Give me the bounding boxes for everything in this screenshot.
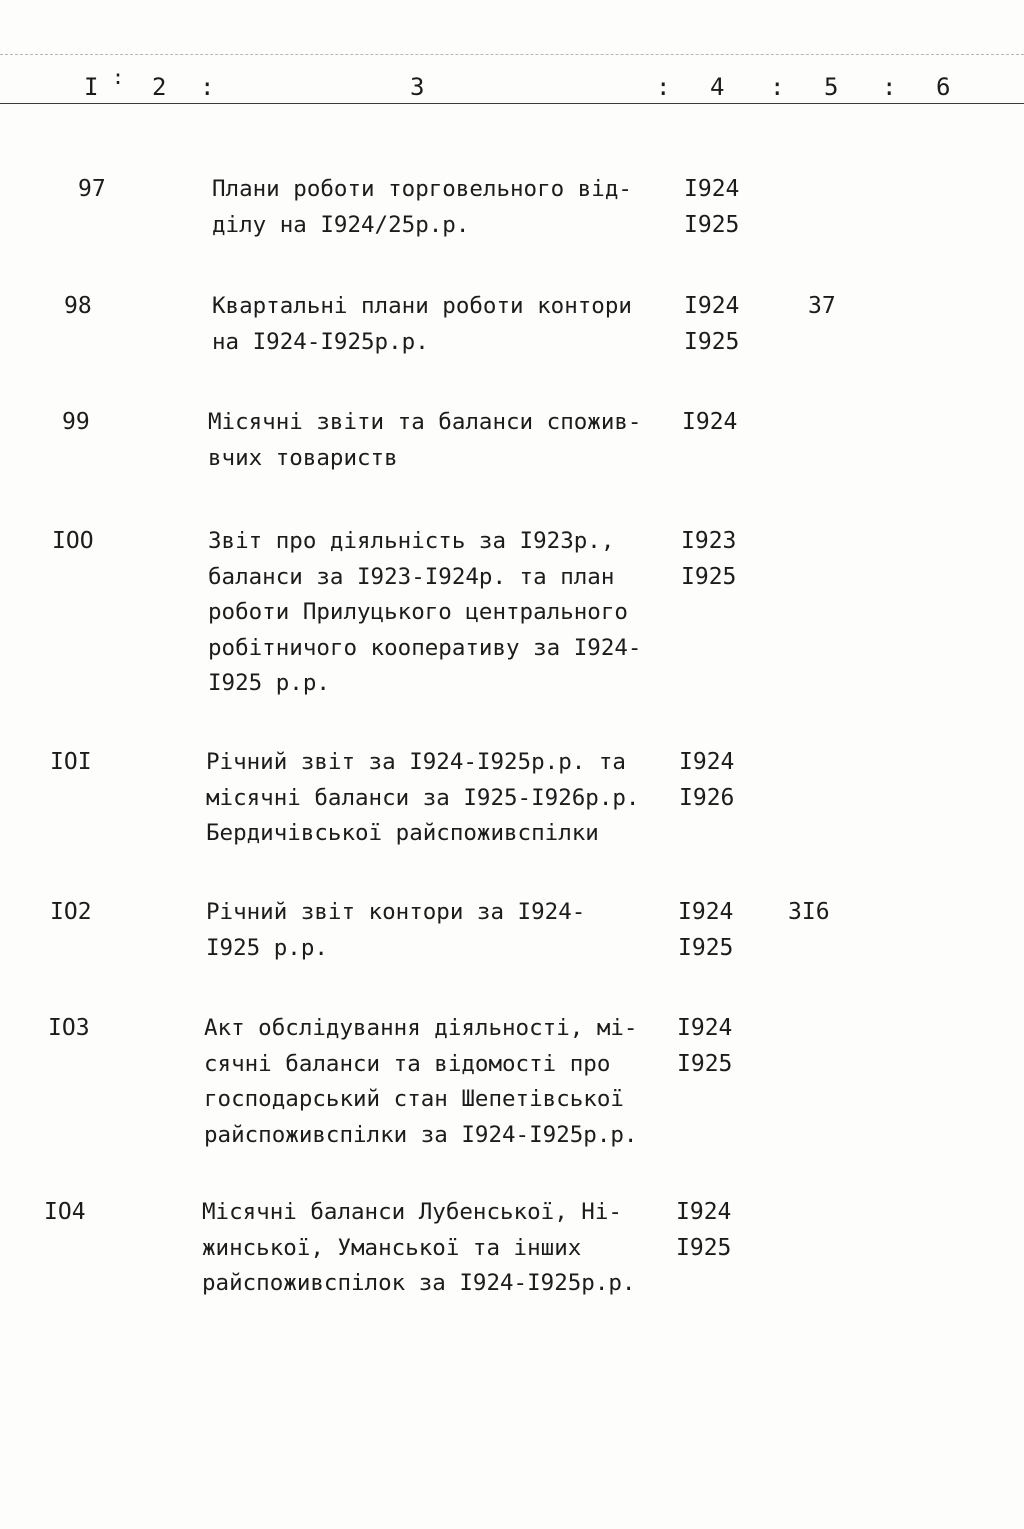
header-col-6: 6 bbox=[936, 73, 951, 101]
year-start: I924 bbox=[684, 176, 740, 202]
description-line: Звіт про діяльність за I923р., bbox=[208, 528, 615, 554]
header-separator: : bbox=[656, 73, 671, 101]
row-number: 98 bbox=[64, 293, 92, 319]
description-line: райспоживспілки за I924-I925р.р. bbox=[204, 1121, 638, 1148]
year-start: I924 bbox=[684, 293, 740, 319]
description-line: роботи Прилуцького центрального bbox=[208, 599, 628, 625]
description-line: Бердичівської райспоживспілки bbox=[206, 820, 599, 846]
row-years bbox=[677, 1011, 732, 1082]
header-col-2: 2 bbox=[152, 73, 167, 101]
year-end: I925 bbox=[684, 211, 740, 238]
description-line: Місячні звіти та баланси спожив- bbox=[208, 409, 642, 435]
description-line: господарський стан Шепетівської bbox=[204, 1086, 624, 1112]
row-col6-value: 3I6 bbox=[788, 899, 830, 925]
row-description bbox=[206, 895, 585, 966]
description-line: Місячні баланси Лубенської, Ні- bbox=[202, 1199, 622, 1225]
year-start: I924 bbox=[678, 899, 734, 925]
description-line: на I924-I925р.р. bbox=[212, 328, 429, 355]
description-line: Річний звіт контори за I924- bbox=[206, 899, 586, 925]
year-end: I925 bbox=[676, 1234, 732, 1261]
row-description bbox=[206, 745, 639, 852]
description-line: Акт обслідування діяльності, мі- bbox=[204, 1015, 638, 1041]
row-years bbox=[682, 405, 737, 441]
description-line: Річний звіт за I924-I925р.р. та bbox=[206, 749, 626, 775]
row-number: 97 bbox=[78, 176, 106, 202]
row-years bbox=[678, 895, 733, 966]
row-years bbox=[679, 745, 734, 816]
year-end: I925 bbox=[678, 934, 734, 961]
year-start: I924 bbox=[679, 749, 735, 775]
row-years bbox=[684, 289, 739, 360]
row-description bbox=[208, 405, 641, 476]
year-start: I924 bbox=[676, 1199, 732, 1225]
row-description bbox=[212, 289, 632, 360]
row-number: IO3 bbox=[48, 1015, 90, 1041]
year-start: I924 bbox=[682, 409, 738, 435]
description-line: жинської, Уманської та інших bbox=[202, 1234, 582, 1261]
year-end: I925 bbox=[677, 1050, 733, 1077]
header-separator: : bbox=[112, 65, 125, 89]
description-line: I925 р.р. bbox=[208, 670, 330, 696]
header-col-5: 5 bbox=[824, 73, 839, 101]
row-number: IOO bbox=[52, 528, 94, 554]
description-line: Квартальні плани роботи контори bbox=[212, 293, 632, 319]
year-start: I923 bbox=[681, 528, 737, 554]
year-end: I925 bbox=[681, 563, 737, 590]
year-end: I925 bbox=[684, 328, 740, 355]
description-line: I925 р.р. bbox=[206, 934, 328, 961]
top-dashed-rule bbox=[0, 54, 1024, 55]
header-separator: : bbox=[770, 73, 785, 101]
description-line: ділу на I924/25р.р. bbox=[212, 211, 470, 238]
row-years bbox=[681, 524, 736, 595]
row-description bbox=[202, 1195, 635, 1302]
description-line: вчих товариств bbox=[208, 444, 398, 471]
description-line: сячні баланси та відомості про bbox=[204, 1050, 611, 1077]
row-number: IO2 bbox=[50, 899, 92, 925]
row-years bbox=[684, 172, 739, 243]
description-line: місячні баланси за I925-I926р.р. bbox=[206, 784, 640, 811]
row-description bbox=[204, 1011, 637, 1153]
description-line: робітничого кооперативу за I924- bbox=[208, 634, 642, 661]
year-start: I924 bbox=[677, 1015, 733, 1041]
description-line: баланси за I923-I924р. та план bbox=[208, 563, 615, 590]
row-years bbox=[676, 1195, 731, 1266]
header-separator: : bbox=[882, 73, 897, 101]
description-line: Плани роботи торговельного від- bbox=[212, 176, 632, 202]
row-description bbox=[212, 172, 632, 243]
header-rule bbox=[0, 103, 1024, 104]
row-description bbox=[208, 524, 641, 702]
row-number: IO4 bbox=[44, 1199, 86, 1225]
header-col-1: I bbox=[84, 73, 99, 101]
row-col6-value: 37 bbox=[808, 293, 836, 319]
row-number: IOI bbox=[50, 749, 92, 775]
row-number: 99 bbox=[62, 409, 90, 435]
header-separator: : bbox=[200, 73, 215, 101]
header-col-3: 3 bbox=[410, 73, 425, 101]
header-col-4: 4 bbox=[710, 73, 725, 101]
description-line: райспоживспілок за I924-I925р.р. bbox=[202, 1270, 636, 1296]
year-end: I926 bbox=[679, 784, 735, 811]
